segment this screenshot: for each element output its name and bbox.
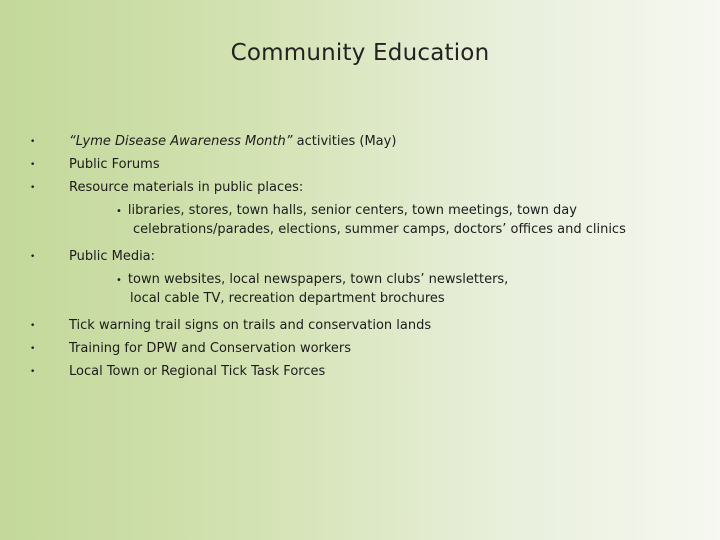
sub-item-public-places-1: • libraries, stores, town halls, senior centers, town meetings, town day	[116, 203, 577, 218]
sub-bullet-icon: •	[116, 275, 122, 286]
bullet-icon: •	[30, 321, 36, 331]
list-item-public-media: Public Media:	[69, 249, 156, 264]
list-item-resource-materials: Resource materials in public places:	[69, 180, 304, 195]
sub-item-public-places-2: celebrations/parades, elections, summer camps, doctors’ offices and clinics	[133, 222, 626, 237]
awareness-month-title: “Lyme Disease Awareness Month”	[69, 134, 293, 149]
bullet-icon: •	[30, 344, 36, 354]
awareness-month-rest: activities (May)	[292, 134, 397, 149]
list-item-awareness-month	[69, 133, 396, 151]
list-item-public-forums: Public Forums	[69, 157, 160, 172]
list-item-task-forces: Local Town or Regional Tick Task Forces	[69, 364, 326, 379]
sub-bullet-icon: •	[116, 206, 122, 217]
bullet-icon: •	[30, 160, 36, 170]
bullet-icon: •	[30, 183, 36, 193]
sub-item-media-1: • town websites, local newspapers, town clubs’ newsletters,	[116, 272, 509, 287]
bullet-icon: •	[30, 252, 36, 262]
list-item-training: Training for DPW and Conservation workers	[69, 341, 352, 356]
slide-title: Community Education	[230, 40, 490, 66]
sub-item-media-2: local cable TV, recreation department brochures	[130, 291, 445, 306]
list-item-tick-signs: Tick warning trail signs on trails and conservation lands	[69, 318, 432, 333]
bullet-icon: •	[30, 137, 36, 147]
bullet-icon: •	[30, 367, 36, 377]
